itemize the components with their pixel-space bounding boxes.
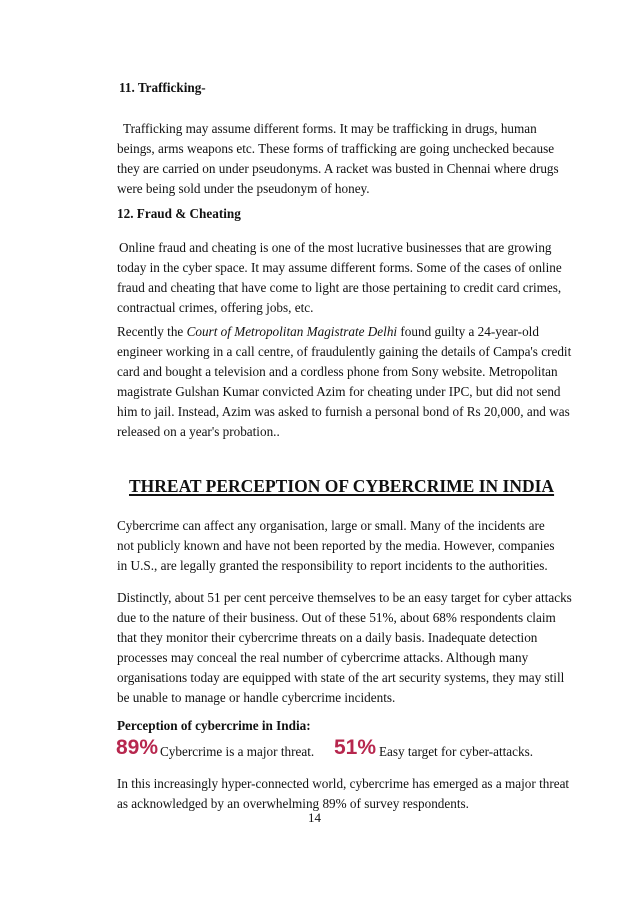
threat-p2-line-2: due to the nature of their business. Out of these 51%, about 68% respondents claim xyxy=(117,610,556,625)
section-11-line-3: they are carried on under pseudonyms. A racket was busted in Chennai where drugs xyxy=(117,161,559,176)
stat-51-label: Easy target for cyber-attacks. xyxy=(379,744,534,759)
threat-p2-line-5: organisations today are equipped with state of the art security systems, they may still xyxy=(117,670,565,685)
section-11-line-2: beings, arms weapons etc. These forms of trafficking are going unchecked because xyxy=(117,141,555,156)
section-12-p2-line-2: engineer working in a call centre, of fraudulently gaining the details of Campa's credit xyxy=(117,344,572,359)
section-12-p2-line-1 xyxy=(117,324,539,340)
section-12-p2-line-6: released on a year's probation.. xyxy=(117,424,280,439)
threat-p1-line-1: Cybercrime can affect any organisation, large or small. Many of the incidents are xyxy=(117,518,545,533)
section-12-p1-line-2: today in the cyber space. It may assume different forms. Some of the cases of online xyxy=(117,260,562,275)
threat-p2-line-1: Distinctly, about 51 per cent perceive themselves to be an easy target for cyber attacks xyxy=(117,590,572,605)
threat-p2-line-3: that they monitor their cybercrime threats on a daily basis. Inadequate detection xyxy=(117,630,538,645)
section-12-p1-line-3: fraud and cheating that have come to light are those pertaining to credit card crimes, xyxy=(117,280,562,295)
court-name: Court of Metropolitan Magistrate Delhi xyxy=(186,324,398,339)
section-11-line-4: were being sold under the pseudonym of honey. xyxy=(117,181,370,196)
section-12-p2-line-4: magistrate Gulshan Kumar convicted Azim for cheating under IPC, but did not send xyxy=(117,384,561,399)
stat-51-value: 51% xyxy=(334,736,377,759)
section-11-line-1: Trafficking may assume different forms. It may be trafficking in drugs, human xyxy=(123,121,537,136)
section-12-p1-line-1: Online fraud and cheating is one of the most lucrative businesses that are growing xyxy=(119,240,552,255)
threat-p3-line-1: In this increasingly hyper-connected world, cybercrime has emerged as a major threat xyxy=(117,776,570,791)
threat-p3-line-2: as acknowledged by an overwhelming 89% of survey respondents. xyxy=(117,796,469,811)
page-number: 14 xyxy=(308,810,321,825)
stat-89-value: 89% xyxy=(116,736,159,759)
p2-prefix: Recently the xyxy=(117,324,187,339)
section-12-p1-line-4: contractual crimes, offering jobs, etc. xyxy=(117,300,314,315)
section-12-p2-line-3: card and bought a television and a cordless phone from Sony website. Metropolitan xyxy=(117,364,558,379)
perception-heading: Perception of cybercrime in India: xyxy=(117,718,311,733)
p2-suffix: found guilty a 24-year-old xyxy=(397,324,539,339)
section-12-p2-line-5: him to jail. Instead, Azim was asked to furnish a personal bond of Rs 20,000, and was xyxy=(117,404,570,419)
section-11-heading: 11. Trafficking- xyxy=(119,80,206,95)
threat-p1-line-3: in U.S., are legally granted the responsibility to report incidents to the authorities. xyxy=(117,558,548,573)
threat-heading: THREAT PERCEPTION OF CYBERCRIME IN INDIA xyxy=(129,476,555,496)
threat-p2-line-6: be unable to manage or handle cybercrime incidents. xyxy=(117,690,396,705)
stat-89-label: Cybercrime is a major threat. xyxy=(160,744,315,759)
section-12-heading: 12. Fraud & Cheating xyxy=(117,206,241,221)
threat-p2-line-4: processes may conceal the real number of cybercrime attacks. Although many xyxy=(117,650,529,665)
threat-p1-line-2: not publicly known and have not been reported by the media. However, companies xyxy=(117,538,555,553)
